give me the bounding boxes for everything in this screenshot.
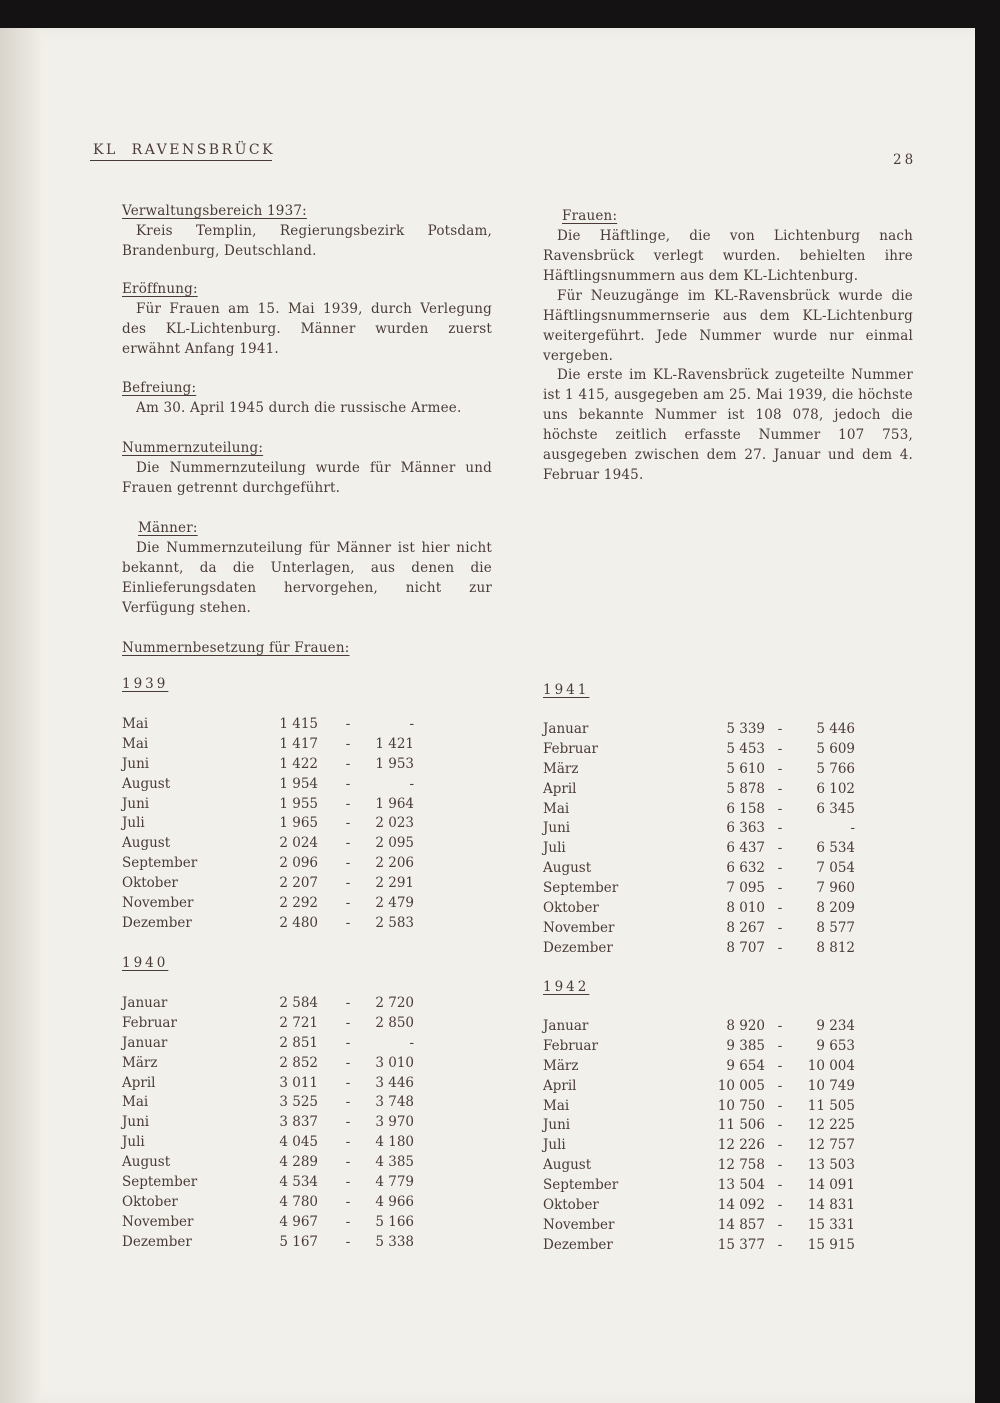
dash-cell: - — [777, 1097, 783, 1114]
to-number-cell: 5 609 — [816, 740, 855, 757]
year-heading-1940: 1940 — [122, 955, 169, 971]
month-cell: April — [543, 780, 577, 797]
table-row — [122, 873, 414, 893]
dash-cell: - — [345, 716, 351, 732]
dash-cell: - — [345, 1034, 351, 1051]
page-header-title: KL RAVENSBRÜCK — [93, 142, 276, 158]
month-cell: Juni — [122, 795, 150, 812]
from-number-cell: 8 267 — [726, 919, 765, 936]
to-number-cell: 2 479 — [375, 895, 414, 912]
to-number-cell: 2 583 — [375, 914, 414, 931]
month-cell: März — [543, 1057, 579, 1074]
month-cell: Oktober — [543, 1197, 599, 1214]
table-row — [543, 1175, 855, 1195]
befreiung-heading: Befreiung: — [122, 380, 197, 396]
nummernzuteilung-text: Die Nummernzuteilung wurde für Männer und Frauen getrennt durchgeführt. — [122, 460, 492, 496]
to-number-cell: 11 505 — [807, 1097, 855, 1114]
table-row — [543, 739, 855, 759]
month-cell: Mai — [543, 800, 570, 817]
from-number-cell: 9 385 — [726, 1037, 765, 1054]
to-number-cell: 4 779 — [375, 1174, 414, 1191]
dash-cell: - — [777, 1177, 783, 1194]
table-row — [122, 1132, 414, 1152]
dash-cell: - — [777, 1018, 783, 1034]
table-row — [122, 1092, 414, 1112]
table-row — [543, 1195, 855, 1215]
from-number-cell: 1 417 — [279, 735, 318, 752]
year-heading-1941: 1941 — [543, 682, 590, 698]
month-cell: Juni — [122, 1114, 150, 1131]
to-number-cell: 12 757 — [807, 1137, 855, 1154]
to-number-cell: 2 023 — [375, 815, 414, 832]
table-row — [543, 898, 855, 918]
from-number-cell: 11 506 — [717, 1117, 765, 1134]
month-cell: Januar — [122, 1034, 168, 1051]
month-cell: Oktober — [543, 900, 599, 917]
month-cell: September — [543, 880, 619, 897]
befreiung-text: Am 30. April 1945 durch die russische Armee. — [136, 400, 462, 416]
month-cell: Juli — [122, 1134, 145, 1151]
month-cell: Dezember — [122, 1233, 192, 1250]
verwaltung-heading: Verwaltungsbereich 1937: — [122, 203, 307, 219]
from-number-cell: 6 437 — [726, 840, 765, 857]
month-cell: Februar — [122, 1014, 177, 1031]
table-row — [543, 918, 855, 938]
to-number-cell: - — [409, 775, 414, 792]
table-row — [543, 858, 855, 878]
maenner-heading: Männer: — [138, 520, 198, 536]
from-number-cell: 3 011 — [279, 1074, 318, 1091]
table-row — [543, 759, 855, 779]
frauen-heading: Frauen: — [562, 208, 618, 224]
to-number-cell: 14 091 — [807, 1177, 855, 1194]
from-number-cell: 2 292 — [279, 895, 318, 912]
dash-cell: - — [777, 1197, 783, 1214]
to-number-cell: 2 850 — [375, 1014, 414, 1031]
month-cell: Juni — [122, 755, 150, 772]
table-1941 — [543, 719, 855, 958]
table-row — [122, 1013, 414, 1033]
dash-cell: - — [777, 860, 783, 877]
table-row — [543, 1235, 855, 1255]
from-number-cell: 1 954 — [279, 775, 318, 792]
to-number-cell: 6 345 — [816, 800, 855, 817]
from-number-cell: 14 857 — [717, 1216, 765, 1233]
dash-cell: - — [345, 1134, 351, 1151]
table-row — [122, 1152, 414, 1172]
table-row — [122, 754, 414, 774]
from-number-cell: 5 878 — [726, 780, 765, 797]
to-number-cell: 5 446 — [816, 721, 855, 737]
to-number-cell: 15 915 — [807, 1236, 855, 1253]
dash-cell: - — [345, 1054, 351, 1071]
to-number-cell: 3 010 — [375, 1054, 414, 1071]
month-cell: Juni — [543, 1117, 571, 1134]
month-cell: August — [122, 775, 171, 792]
to-number-cell: - — [409, 716, 414, 732]
maenner-text: Die Nummernzuteilung für Männer ist hier nicht bekannt, da die Unterlagen, aus denen die Einlieferungsdaten hervorgehen, nicht zur Verfügung stehen. — [122, 540, 492, 616]
month-cell: Mai — [122, 716, 149, 732]
from-number-cell: 2 207 — [279, 875, 318, 892]
dash-cell: - — [777, 1037, 783, 1054]
to-number-cell: 8 209 — [816, 900, 855, 917]
from-number-cell: 1 422 — [279, 755, 318, 772]
month-cell: Dezember — [543, 1236, 613, 1253]
table-row — [122, 774, 414, 794]
from-number-cell: 2 851 — [279, 1034, 318, 1051]
from-number-cell: 2 721 — [279, 1014, 318, 1031]
nummernzuteilung-heading: Nummernzuteilung: — [122, 440, 264, 456]
to-number-cell: 1 421 — [375, 735, 414, 752]
besetzung-heading: Nummernbesetzung für Frauen: — [122, 640, 350, 656]
to-number-cell: 10 749 — [807, 1077, 855, 1094]
month-cell: August — [543, 1157, 592, 1174]
to-number-cell: 2 206 — [375, 855, 414, 872]
dash-cell: - — [777, 721, 783, 737]
dash-cell: - — [777, 1157, 783, 1174]
from-number-cell: 6 363 — [726, 820, 765, 837]
dash-cell: - — [345, 895, 351, 912]
from-number-cell: 9 654 — [726, 1057, 765, 1074]
table-row — [122, 1192, 414, 1212]
from-number-cell: 3 525 — [279, 1094, 318, 1111]
from-number-cell: 2 096 — [279, 855, 318, 872]
dash-cell: - — [777, 1077, 783, 1094]
table-row — [543, 1096, 855, 1116]
dash-cell: - — [345, 1193, 351, 1210]
dash-cell: - — [345, 735, 351, 752]
from-number-cell: 1 955 — [279, 795, 318, 812]
to-number-cell: 2 720 — [375, 995, 414, 1011]
dash-cell: - — [777, 820, 783, 837]
month-cell: Mai — [543, 1097, 570, 1114]
to-number-cell: 3 748 — [375, 1094, 414, 1111]
month-cell: Juli — [543, 840, 566, 857]
table-row — [122, 1172, 414, 1192]
year-heading-1939: 1939 — [122, 676, 169, 692]
to-number-cell: 4 966 — [375, 1193, 414, 1210]
from-number-cell: 5 339 — [726, 721, 765, 737]
month-cell: Juli — [122, 815, 145, 832]
month-cell: Mai — [122, 1094, 149, 1111]
month-cell: November — [543, 919, 615, 936]
table-row — [122, 794, 414, 814]
to-number-cell: 12 225 — [807, 1117, 855, 1134]
from-number-cell: 8 920 — [726, 1018, 765, 1034]
dash-cell: - — [777, 1117, 783, 1134]
table-row — [122, 853, 414, 873]
dash-cell: - — [345, 1154, 351, 1171]
table-row — [122, 833, 414, 853]
table-row — [543, 1076, 855, 1096]
table-row — [543, 719, 855, 739]
from-number-cell: 12 226 — [717, 1137, 765, 1154]
month-cell: September — [122, 855, 198, 872]
from-number-cell: 4 045 — [279, 1134, 318, 1151]
dash-cell: - — [777, 1216, 783, 1233]
dash-cell: - — [777, 1057, 783, 1074]
table-row — [122, 1232, 414, 1252]
year-heading-1942: 1942 — [543, 979, 590, 995]
dash-cell: - — [345, 1114, 351, 1131]
to-number-cell: 14 831 — [807, 1197, 855, 1214]
to-number-cell: 13 503 — [807, 1157, 855, 1174]
to-number-cell: 3 446 — [375, 1074, 414, 1091]
month-cell: Dezember — [543, 939, 613, 956]
table-row — [122, 1212, 414, 1232]
to-number-cell: 6 534 — [816, 840, 855, 857]
dash-cell: - — [777, 900, 783, 917]
from-number-cell: 4 534 — [279, 1174, 318, 1191]
table-row — [543, 799, 855, 819]
table-1942 — [543, 1016, 855, 1255]
to-number-cell: 4 180 — [375, 1134, 414, 1151]
dash-cell: - — [345, 1014, 351, 1031]
from-number-cell: 4 289 — [279, 1154, 318, 1171]
to-number-cell: 6 102 — [816, 780, 855, 797]
from-number-cell: 7 095 — [726, 880, 765, 897]
month-cell: März — [543, 760, 579, 777]
month-cell: Februar — [543, 1037, 598, 1054]
from-number-cell: 2 024 — [279, 835, 318, 852]
to-number-cell: 9 234 — [816, 1018, 855, 1034]
dash-cell: - — [777, 760, 783, 777]
to-number-cell: 2 095 — [375, 835, 414, 852]
table-row — [543, 938, 855, 958]
table-row — [543, 1056, 855, 1076]
to-number-cell: 10 004 — [807, 1057, 855, 1074]
to-number-cell: 7 054 — [816, 860, 855, 877]
from-number-cell: 5 453 — [726, 740, 765, 757]
table-row — [543, 818, 855, 838]
dash-cell: - — [345, 835, 351, 852]
month-cell: September — [122, 1174, 198, 1191]
from-number-cell: 2 852 — [279, 1054, 318, 1071]
month-cell: Februar — [543, 740, 598, 757]
header-underline — [90, 160, 272, 161]
dash-cell: - — [777, 1137, 783, 1154]
dash-cell: - — [777, 880, 783, 897]
month-cell: Januar — [543, 721, 589, 737]
dash-cell: - — [345, 795, 351, 812]
table-row — [543, 1036, 855, 1056]
table-row — [122, 1033, 414, 1053]
to-number-cell: - — [409, 1034, 414, 1051]
dash-cell: - — [345, 1213, 351, 1230]
table-row — [122, 893, 414, 913]
to-number-cell: 5 166 — [375, 1213, 414, 1230]
from-number-cell: 1 415 — [279, 716, 318, 732]
dash-cell: - — [777, 840, 783, 857]
from-number-cell: 8 010 — [726, 900, 765, 917]
to-number-cell: 8 812 — [816, 939, 855, 956]
month-cell: August — [543, 860, 592, 877]
table-row — [543, 1016, 855, 1036]
to-number-cell: 1 964 — [375, 795, 414, 812]
dash-cell: - — [345, 1074, 351, 1091]
dash-cell: - — [777, 1236, 783, 1253]
page-number: 28 — [893, 152, 917, 168]
from-number-cell: 14 092 — [717, 1197, 765, 1214]
dash-cell: - — [777, 780, 783, 797]
from-number-cell: 8 707 — [726, 939, 765, 956]
frauen-paragraph-1: Die Häftlinge, die von Lichtenburg nach Ravensbrück verlegt wurden. behielten ihre Häftlingsnummern aus dem KL-Lichtenburg. — [543, 228, 913, 284]
from-number-cell: 3 837 — [279, 1114, 318, 1131]
month-cell: April — [543, 1077, 577, 1094]
month-cell: Januar — [122, 995, 168, 1011]
from-number-cell: 13 504 — [717, 1177, 765, 1194]
dash-cell: - — [345, 875, 351, 892]
table-row — [543, 1135, 855, 1155]
dash-cell: - — [777, 919, 783, 936]
to-number-cell: 1 953 — [375, 755, 414, 772]
month-cell: Mai — [122, 735, 149, 752]
to-number-cell: - — [850, 820, 855, 837]
to-number-cell: 7 960 — [816, 880, 855, 897]
table-1939 — [122, 714, 414, 933]
dash-cell: - — [345, 1094, 351, 1111]
from-number-cell: 10 005 — [717, 1077, 765, 1094]
from-number-cell: 2 480 — [279, 914, 318, 931]
dash-cell: - — [777, 740, 783, 757]
table-row — [122, 714, 414, 734]
month-cell: August — [122, 835, 171, 852]
month-cell: Dezember — [122, 914, 192, 931]
from-number-cell: 4 967 — [279, 1213, 318, 1230]
table-row — [543, 838, 855, 858]
month-cell: November — [122, 1213, 194, 1230]
month-cell: April — [122, 1074, 156, 1091]
dash-cell: - — [345, 755, 351, 772]
month-cell: Oktober — [122, 875, 178, 892]
table-row — [122, 813, 414, 833]
dash-cell: - — [345, 855, 351, 872]
from-number-cell: 10 750 — [717, 1097, 765, 1114]
verwaltung-text: Kreis Templin, Regierungsbezirk Potsdam, Brandenburg, Deutschland. — [122, 223, 492, 259]
from-number-cell: 4 780 — [279, 1193, 318, 1210]
month-cell: März — [122, 1054, 158, 1071]
from-number-cell: 6 158 — [726, 800, 765, 817]
from-number-cell: 2 584 — [279, 995, 318, 1011]
dash-cell: - — [345, 1233, 351, 1250]
eroeffnung-heading: Eröffnung: — [122, 281, 198, 297]
table-row — [543, 1155, 855, 1175]
table-row — [122, 913, 414, 933]
to-number-cell: 5 338 — [375, 1233, 414, 1250]
month-cell: Januar — [543, 1018, 589, 1034]
from-number-cell: 1 965 — [279, 815, 318, 832]
to-number-cell: 4 385 — [375, 1154, 414, 1171]
table-1940 — [122, 993, 414, 1252]
month-cell: September — [543, 1177, 619, 1194]
to-number-cell: 2 291 — [375, 875, 414, 892]
table-row — [122, 1112, 414, 1132]
dash-cell: - — [345, 775, 351, 792]
month-cell: Juni — [543, 820, 571, 837]
table-row — [122, 1073, 414, 1093]
binding-gutter — [0, 28, 40, 1403]
table-row — [543, 1115, 855, 1135]
table-row — [543, 1215, 855, 1235]
frauen-paragraph-2: Für Neuzugänge im KL-Ravensbrück wurde die Häftlingsnummernserie aus dem KL-Lichtenburg weitergeführt. Jede Nummer wurde nur einmal vergeben. — [543, 288, 913, 364]
eroeffnung-text: Für Frauen am 15. Mai 1939, durch Verlegung des KL-Lichtenburg. Männer wurden zuerst erwähnt Anfang 1941. — [122, 301, 492, 357]
to-number-cell: 5 766 — [816, 760, 855, 777]
to-number-cell: 15 331 — [807, 1216, 855, 1233]
dash-cell: - — [777, 800, 783, 817]
from-number-cell: 5 167 — [279, 1233, 318, 1250]
to-number-cell: 3 970 — [375, 1114, 414, 1131]
dash-cell: - — [345, 815, 351, 832]
from-number-cell: 5 610 — [726, 760, 765, 777]
dash-cell: - — [345, 1174, 351, 1191]
month-cell: Oktober — [122, 1193, 178, 1210]
month-cell: Juli — [543, 1137, 566, 1154]
table-row — [543, 878, 855, 898]
frauen-paragraph-3: Die erste im KL-Ravensbrück zugeteilte Nummer ist 1 415, ausgegeben am 25. Mai 1939, die höchste uns bekannte Nummer ist 108 078, jedoch die höchste zeitlich erfasste Nummer 107 753, ausgegeben zwischen dem 27. Januar und dem 4. Februar 1945. — [543, 367, 913, 483]
table-row — [543, 779, 855, 799]
month-cell: November — [122, 895, 194, 912]
to-number-cell: 8 577 — [816, 919, 855, 936]
month-cell: August — [122, 1154, 171, 1171]
dash-cell: - — [345, 914, 351, 931]
from-number-cell: 12 758 — [717, 1157, 765, 1174]
from-number-cell: 6 632 — [726, 860, 765, 877]
table-row — [122, 734, 414, 754]
dash-cell: - — [345, 995, 351, 1011]
from-number-cell: 15 377 — [717, 1236, 765, 1253]
table-row — [122, 993, 414, 1013]
table-row — [122, 1053, 414, 1073]
dash-cell: - — [777, 939, 783, 956]
month-cell: November — [543, 1216, 615, 1233]
to-number-cell: 9 653 — [816, 1037, 855, 1054]
